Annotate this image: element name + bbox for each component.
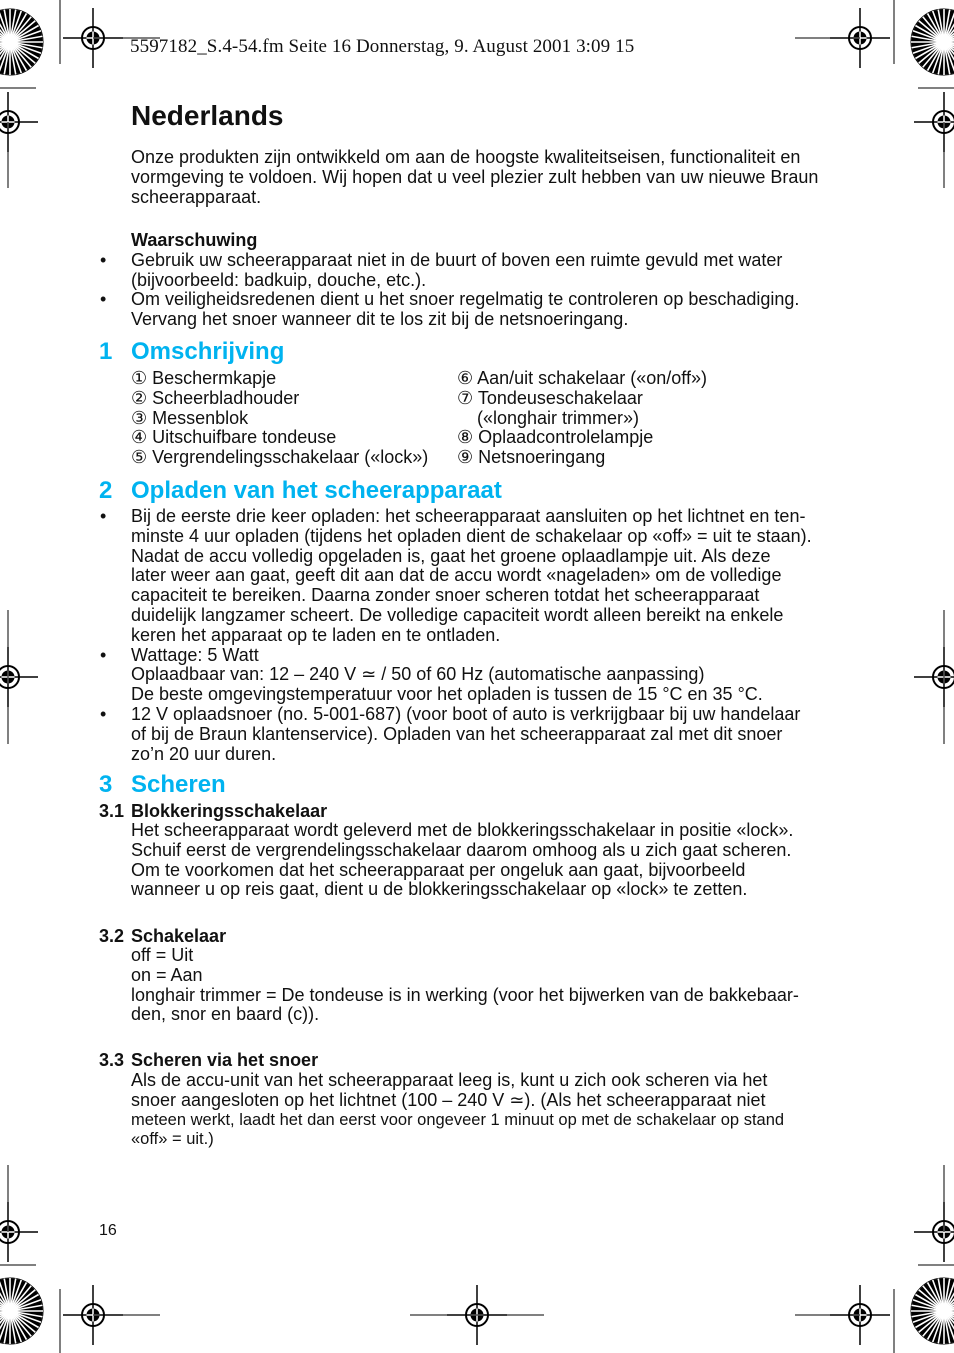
text-line: «off» = uit.) [131,1130,214,1149]
text-line: keren het apparaat op te laden en te ontladen. [131,624,501,645]
list-item: ⑤ Vergrendelingsschakelaar («lock») [131,447,429,468]
star-mark-top-right [911,9,954,75]
text-line: Oplaadbaar van: 12 – 240 V ≃ / 50 of 60 Hz (automatische aanpassing) [131,664,705,685]
reg-mark [914,647,954,707]
list-item: ⑦ Tondeuseschakelaar [457,387,643,408]
subsection-number: 3.2 [99,926,125,946]
section-number: 2 [99,477,113,504]
section-heading-2 [99,477,599,507]
list-item: ① Beschermkapje [131,368,277,388]
text-line: snoer aangesloten op het lichtnet (100 – 240 V ≃). (Als het scheerapparaat niet [131,1089,766,1110]
text-line: Wattage: 5 Watt [131,644,259,665]
text-line: minste 4 uur opladen (tijdens het opladen dient de schakelaar op «off» = uit te staan). [131,525,812,546]
list-item: («longhair trimmer») [457,407,640,428]
bullet: • [100,289,107,310]
subsection-body-3-3 [131,1071,866,1150]
subsection-title: Blokkeringsschakelaar [131,801,328,821]
subsection-number: 3.3 [99,1050,125,1070]
star-mark-top-left [0,9,43,75]
section-number: 1 [99,338,113,365]
text-line: capaciteit te bereiken. Daarna zonder snoer scheren totdat het scheerapparaat [131,585,760,606]
page-title: Nederlands [131,100,284,131]
list-item: ⑨ Netsnoeringang [457,447,606,468]
list-item: ④ Uitschuifbare tondeuse [131,427,337,448]
warning-item [100,289,866,330]
bullet: • [100,644,107,665]
subsection-title: Schakelaar [131,926,227,946]
section-title: Opladen van het scheerapparaat [131,477,502,504]
text-line: Nadat de accu volledig opgeladen is, gaat het groene oplaadlampje uit. Als deze [131,545,771,566]
parts-list-right [457,369,857,468]
list-item: ⑥ Aan/uit schakelaar («on/off») [457,368,707,388]
subsection-title: Scheren via het snoer [131,1050,319,1070]
subsection-heading-3-3 [99,1050,318,1071]
text-line: Bij de eerste drie keer opladen: het scheerapparaat aansluiten op het lichtnet en ten- [131,506,806,526]
subsection-number: 3.1 [99,801,125,821]
subsection-heading-3-1 [99,801,327,822]
warning-item [100,249,866,291]
bullet: • [100,703,107,724]
text-line: 12 V oplaadsnoer (no. 5-001-687) (voor boot of auto is verkrijgbaar bij uw handelaar [131,703,801,724]
text-line: meteen werkt, laadt het dan eerst voor ongeveer 1 minuut op met de schakelaar op stand [131,1110,785,1129]
text-line: Schuif eerst de vergrendelingsschakelaar daarom omhoog als u zich gaat scheren. [131,839,792,860]
bullet: • [100,506,107,526]
bullet: • [100,249,107,270]
text-line: longhair trimmer = De tondeuse is in werking (voor het bijwerken van de bakkebaar- [131,984,799,1005]
charging-section [100,506,866,764]
list-item: ③ Messenblok [131,407,249,428]
file-header: 5597182_S.4-54.fm Seite 16 Donnerstag, 9. August 2001 3:09 15 [130,36,635,57]
text-line: Als de accu-unit van het scheerapparaat leeg is, kunt u zich ook scheren via het [131,1070,768,1090]
text-line: on = Aan [131,964,203,985]
warning-item-text: Gebruik uw scheerapparaat niet in de buurt of boven een ruimte gevuld met water (bijvoorbeeld: badkuip, douche, etc.). [131,249,783,290]
warning-item-text: Om veiligheidsredenen dient u het snoer regelmatig te controleren op beschadiging. Vervang het snoer wanneer dit te los zit bij de netsnoeringang. [131,289,800,330]
section-title: Scheren [131,771,226,798]
text-line: duidelijk langzamer scheert. De volledige capaciteit wordt alleen bereikt na enkele [131,604,784,625]
reg-mark [914,92,954,152]
subsection-body-3-2 [131,946,866,1025]
text-line: den, snor en baard (c)). [131,1004,320,1025]
charging-item [100,703,866,764]
section-title: Omschrijving [131,338,285,365]
reg-mark [0,92,38,152]
text-line: De beste omgevingstemperatuur voor het opladen is tussen de 15 °C en 35 °C. [131,684,763,705]
subsection-heading-3-2 [99,926,226,947]
reg-mark [0,1202,38,1262]
charging-item [100,506,866,646]
star-mark-bottom-right [911,1278,954,1344]
parts-list-left [131,369,461,468]
section-heading-1 [99,338,499,368]
section-number: 3 [99,771,113,798]
text-line: zo’n 20 uur duren. [131,743,277,764]
text-line: wanneer u op reis gaat, dient u de blokkeringsschakelaar op «lock» te zetten. [131,879,748,900]
text-line: Het scheerapparaat wordt geleverd met de blokkeringsschakelaar in positie «lock». [131,820,794,840]
subsection-body-3-1 [131,821,866,900]
list-item: ⑧ Oplaadcontrolelampje [457,427,654,448]
list-item: ② Scheerbladhouder [131,387,300,408]
intro-paragraph: Onze produkten zijn ontwikkeld om aan de hoogste kwaliteitseisen, functionaliteit en vormgeving te voldoen. Wij hopen dat u veel plezier zult hebben van uw nieuwe Braun scheerapparaat. [131,147,819,207]
reg-mark [0,647,38,707]
star-mark-bottom-left [0,1278,43,1344]
text-line: later weer aan gaat, geeft dit aan dat de accu wordt «nageladen» om de volledige [131,565,782,586]
text-line: of bij de Braun klantenservice). Opladen van het scheerapparaat zal met dit snoer [131,723,783,744]
text-line: off = Uit [131,945,194,965]
warning-section [100,230,866,330]
warning-heading: Waarschuwing [131,230,258,250]
text-line: Om te voorkomen dat het scheerapparaat per ongeluk aan gaat, bijvoorbeeld [131,859,746,880]
page-number: 16 [99,1222,117,1239]
charging-item [100,644,866,705]
section-heading-3 [99,771,399,801]
reg-mark [914,1202,954,1262]
